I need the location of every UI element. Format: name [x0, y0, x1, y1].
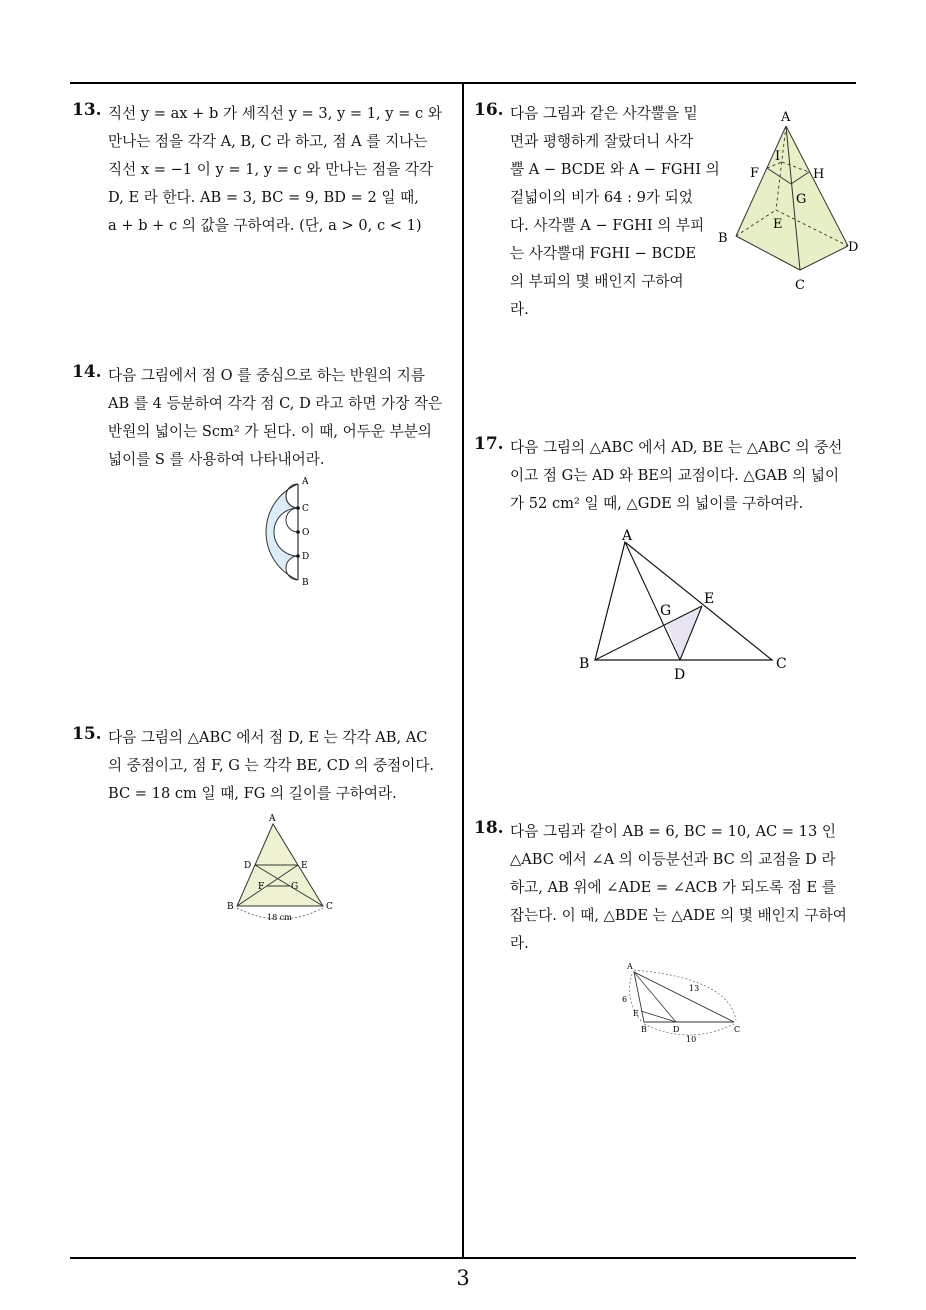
problem-line: 하고, AB 위에 ∠ADE = ∠ACB 가 되도록 점 E 를: [510, 879, 836, 896]
problem-line: 반원의 넓이는 Scm² 가 된다. 이 때, 어두운 부분의: [108, 423, 432, 440]
problem-line: 만나는 점을 각각 A, B, C 라 하고, 점 A 를 지나는: [108, 133, 428, 150]
problem-number: 17.: [474, 434, 504, 454]
triangle-15-figure: [225, 812, 345, 924]
bisector-AD: [634, 972, 676, 1022]
problem-line: 넓이를 S 를 사용하여 나타내어라.: [108, 451, 325, 468]
problem-line: 다음 그림에서 점 O 를 중심으로 하는 반원의 지름: [108, 367, 425, 384]
label-D: D: [674, 667, 686, 683]
problem-line: 면과 평행하게 잘랐더니 사각: [510, 133, 694, 150]
label-G: G: [796, 192, 807, 207]
problem-line: 다음 그림과 같은 사각뿔을 밑: [510, 105, 698, 122]
label-D: D: [848, 240, 859, 255]
label-C: C: [734, 1025, 741, 1034]
problem-line: a + b + c 의 값을 구하여라. (단, a > 0, c < 1): [108, 217, 422, 234]
label-E: E: [633, 1009, 639, 1018]
arc-AC: [634, 970, 736, 1020]
label-F: F: [750, 166, 760, 181]
label-A: A: [269, 814, 276, 824]
problem-line: 의 중점이고, 점 F, G 는 각각 BE, CD 의 중점이다.: [108, 757, 435, 774]
problem-line: 는 사각뿔대 FGHI − BCDE: [510, 245, 697, 262]
shaded-region: [266, 484, 298, 580]
segment-DE: [641, 1011, 676, 1022]
label-6: 6: [622, 995, 628, 1004]
label-B: B: [227, 902, 234, 912]
problem-line: 직선 y = ax + b 가 세직선 y = 3, y = 1, y = c 와: [108, 105, 442, 122]
label-B: B: [641, 1025, 647, 1034]
point-C: [296, 506, 300, 510]
problem-line: 겉넓이의 비가 64 : 9가 되었: [510, 189, 693, 206]
problem-line: 가 52 cm² 일 때, △GDE 의 넓이를 구하여라.: [510, 495, 804, 512]
problem-18: [474, 818, 859, 963]
point-O: [296, 530, 300, 534]
problem-13: [72, 100, 457, 250]
problem-line: 다음 그림의 △ABC 에서 점 D, E 는 각각 AB, AC: [108, 729, 428, 746]
problem-line: AB 를 4 등분하여 각각 점 C, D 라고 하면 가장 작은: [108, 395, 443, 412]
problem-number: 14.: [72, 362, 102, 382]
problem-number: 16.: [474, 100, 504, 120]
problem-line: 잡는다. 이 때, △BDE 는 △ADE 의 몇 배인지 구하여: [510, 907, 847, 924]
label-A: A: [627, 962, 633, 971]
length-label: 18 cm: [267, 913, 292, 922]
label-13: 13: [689, 984, 700, 993]
column-divider: [462, 83, 464, 1258]
problem-17: [474, 434, 859, 524]
label-A: A: [302, 477, 309, 487]
bottom-rule: [70, 1257, 856, 1259]
problem-number: 18.: [474, 818, 504, 838]
label-A: A: [622, 528, 633, 544]
problem-line: 다음 그림의 △ABC 에서 AD, BE 는 △ABC 의 중선: [510, 439, 843, 456]
point-D: [296, 554, 300, 558]
problem-text: [108, 724, 434, 808]
label-B: B: [302, 578, 309, 588]
problem-14: [72, 362, 457, 482]
problem-line: BC = 18 cm 일 때, FG 의 길이를 구하여라.: [108, 785, 397, 802]
label-B: B: [579, 656, 590, 672]
label-E: E: [301, 861, 308, 871]
label-O: O: [302, 528, 310, 538]
problem-line: 라.: [510, 301, 529, 318]
problem-number: 13.: [72, 100, 102, 120]
problem-text: [510, 434, 842, 518]
problem-line: △ABC 에서 ∠A 의 이등분선과 BC 의 교점을 D 라: [510, 851, 836, 868]
triangle-GDE-shaded: [667, 606, 702, 660]
label-H: H: [813, 167, 825, 182]
label-C: C: [302, 504, 309, 514]
median-AD: [625, 542, 680, 660]
label-B: B: [718, 231, 728, 246]
problem-number: 15.: [72, 724, 102, 744]
label-I: I: [775, 149, 781, 164]
problem-line: D, E 라 한다. AB = 3, BC = 9, BD = 2 일 때,: [108, 189, 419, 206]
problem-line: 뿔 A − BCDE 와 A − FGHI 의: [510, 161, 720, 178]
triangle-17-figure: [572, 526, 792, 686]
problem-line: 다음 그림과 같이 AB = 6, BC = 10, AC = 13 인: [510, 823, 836, 840]
problem-text: [510, 818, 847, 958]
label-10: 10: [686, 1035, 697, 1044]
triangle-18-figure: [616, 956, 752, 1044]
triangle-ABC: [634, 972, 734, 1022]
problem-text: [108, 100, 442, 240]
label-C: C: [326, 902, 333, 912]
label-E: E: [704, 591, 715, 607]
arc-BC: [644, 1024, 734, 1035]
small-semicircle-middle: [286, 508, 298, 532]
problem-text: [108, 362, 442, 474]
label-C: C: [795, 278, 805, 293]
semicircle-figure: [240, 470, 330, 590]
problem-line: 직선 x = −1 이 y = 1, y = c 와 만나는 점을 각각: [108, 161, 434, 178]
page-number: 3: [456, 1266, 470, 1290]
label-D: D: [673, 1025, 680, 1034]
label-G: G: [291, 882, 299, 892]
problem-line: 라.: [510, 935, 529, 952]
label-D: D: [302, 552, 310, 562]
label-A: A: [781, 110, 791, 125]
problem-line: 의 부피의 몇 배인지 구하여: [510, 273, 684, 290]
problem-15: [72, 724, 457, 814]
label-G: G: [660, 603, 672, 619]
problem-16: [474, 100, 720, 330]
problem-text: [510, 100, 720, 324]
label-E: E: [773, 217, 783, 232]
problem-line: 다. 사각뿔 A − FGHI 의 부피: [510, 217, 705, 234]
label-D: D: [244, 861, 252, 871]
label-F: F: [258, 882, 265, 892]
label-C: C: [776, 656, 787, 672]
problem-line: 이고 점 G는 AD 와 BE의 교점이다. △GAB 의 넓이: [510, 467, 840, 484]
pyramid-figure: [712, 108, 864, 294]
